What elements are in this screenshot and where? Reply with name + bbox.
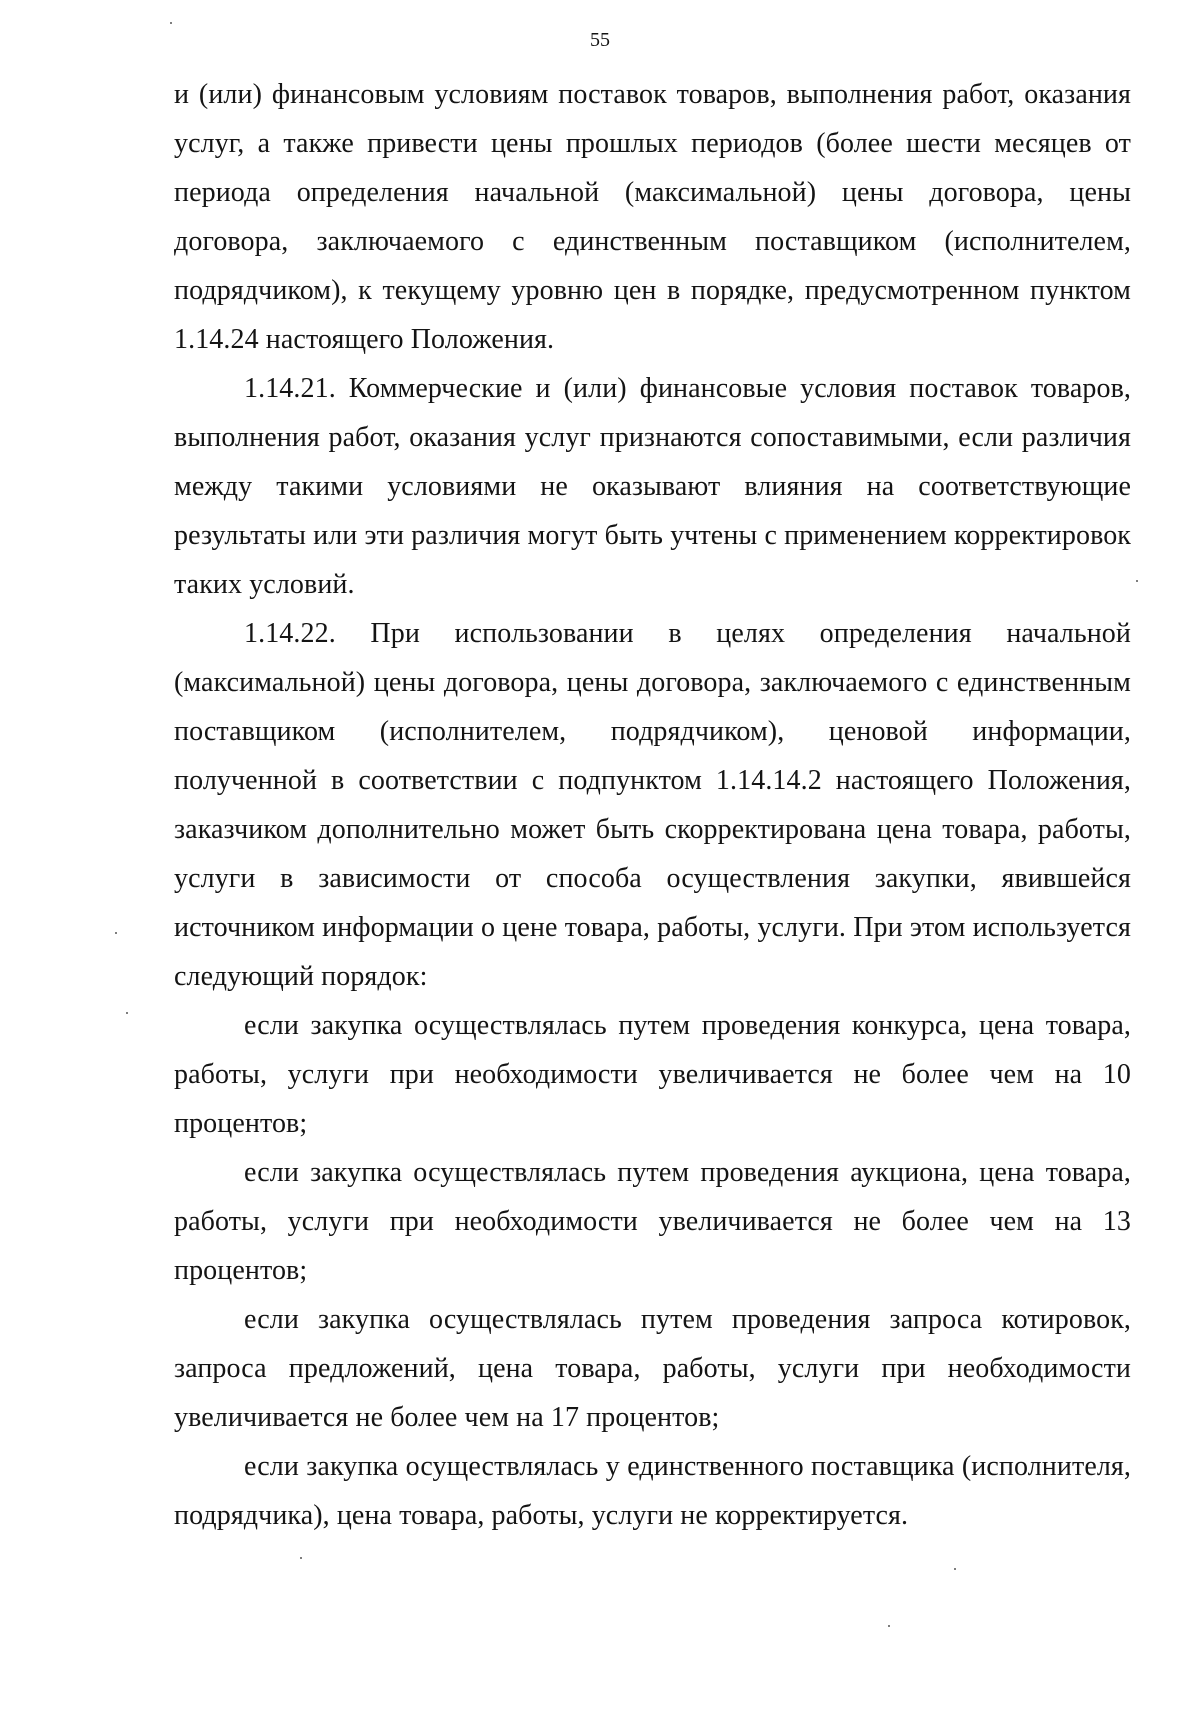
scan-speck (888, 1625, 890, 1627)
list-item-single-supplier: если закупка осуществлялась у единственного поставщика (исполнителя, подрядчика), цена товара, работы, услуги не корректируется. (174, 1451, 1131, 1531)
scan-speck (954, 1568, 956, 1570)
document-body (174, 70, 1131, 1540)
scan-speck (1136, 580, 1138, 582)
scan-speck (115, 932, 117, 934)
list-item-auction: если закупка осуществлялась путем проведения аукциона, цена товара, работы, услуги при необходимости увеличивается не более чем на 13 процентов; (174, 1157, 1131, 1286)
scan-speck (300, 1557, 302, 1559)
scan-speck (126, 1012, 128, 1014)
paragraph-continuation: и (или) финансовым условиям поставок товаров, выполнения работ, оказания услуг, а также привести цены прошлых периодов (более шести месяцев от периода определения начальной (максимальной) цены договора, цены договора, заключаемого с единственным поставщиком (исполнителем, подрядчиком), к текущему уровню цен в порядке, предусмотренном пунктом 1.14.24 настоящего Положения. (174, 79, 1131, 355)
paragraph-1-14-21: 1.14.21. Коммерческие и (или) финансовые условия поставок товаров, выполнения работ, оказания услуг признаются сопоставимыми, если различия между такими условиями не оказывают влияния на соответствующие результаты или эти различия могут быть учтены с применением корректировок таких условий. (174, 373, 1131, 600)
scan-speck (170, 22, 172, 24)
page-number: 55 (590, 29, 610, 51)
list-item-contest: если закупка осуществлялась путем проведения конкурса, цена товара, работы, услуги при необходимости увеличивается не более чем на 10 процентов; (174, 1010, 1131, 1139)
paragraph-1-14-22: 1.14.22. При использовании в целях определения начальной (максимальной) цены договора, цены договора, заключаемого с единственным поставщиком (исполнителем, подрядчиком), ценовой информации, полученной в соответствии с подпунктом 1.14.14.2 настоящего Положения, заказчиком дополнительно может быть скорректирована цена товара, работы, услуги в зависимости от способа осуществления закупки, явившейся источником информации о цене товара, работы, услуги. При этом используется следующий порядок: (174, 618, 1131, 992)
list-item-quotation: если закупка осуществлялась путем проведения запроса котировок, запроса предложений, цена товара, работы, услуги при необходимости увеличивается не более чем на 17 процентов; (174, 1304, 1131, 1433)
